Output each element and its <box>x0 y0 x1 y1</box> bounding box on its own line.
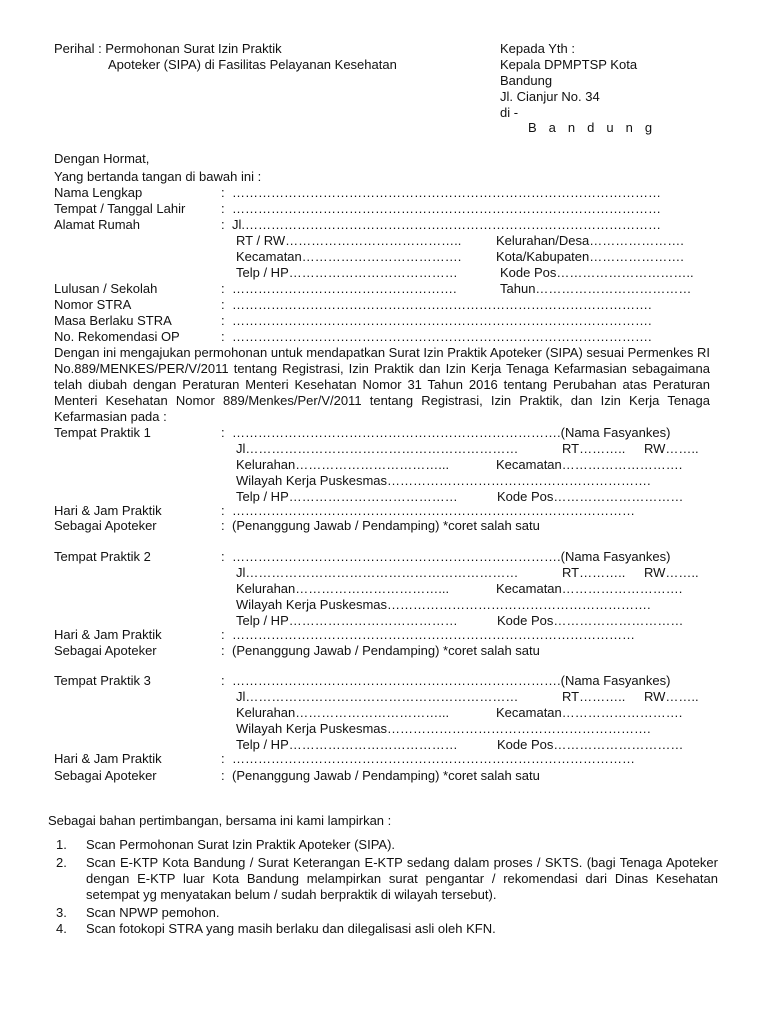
kodepos-blank: Kode Pos………………………… <box>497 737 684 752</box>
field-label: Sebagai Apoteker <box>54 518 157 533</box>
kelurahan-blank: Kelurahan……………………………... <box>236 581 450 596</box>
list-item <box>54 837 718 853</box>
list-text: Scan NPWP pemohon. <box>86 905 220 920</box>
recipient-line: Jl. Cianjur No. 34 <box>500 89 600 104</box>
field-colon: : <box>221 751 225 766</box>
field-colon: : <box>221 627 225 642</box>
role-value: (Penanggung Jawab / Pendamping) *coret salah satu <box>232 643 540 658</box>
intro-text: Yang bertanda tangan di bawah ini : <box>54 169 262 184</box>
list-item <box>54 921 718 937</box>
field-row-ttl <box>0 201 768 217</box>
field-label: Alamat Rumah <box>54 217 140 232</box>
recipient-line: Bandung <box>500 73 553 88</box>
practice-label: Tempat Praktik 1 <box>54 425 151 440</box>
address-blank: Kota/Kabupaten…………………. <box>496 249 684 264</box>
rw-blank: RW…….. <box>644 689 699 704</box>
field-label: Tempat / Tanggal Lahir <box>54 201 186 216</box>
kelurahan-blank: Kelurahan……………………………... <box>236 457 450 472</box>
perihal-line-1: Perihal : Permohonan Surat Izin Praktik <box>54 41 282 56</box>
field-colon: : <box>221 297 225 312</box>
field-colon: : <box>221 768 225 783</box>
list-item <box>54 905 718 921</box>
field-blank: ……………………………………………………………………………………… <box>232 201 661 216</box>
practice-3-jl-row <box>0 689 768 705</box>
practice-3-wilayah-row <box>0 721 768 737</box>
field-label: Sebagai Apoteker <box>54 643 157 658</box>
practice-2-jl-row <box>0 565 768 581</box>
address-row <box>0 233 768 249</box>
practice-3-row <box>0 673 768 689</box>
greeting: Dengan Hormat, <box>54 151 150 166</box>
statement-paragraph: Dengan ini mengajukan permohonan untuk mendapatkan Surat Izin Praktik Apoteker (SIPA) sesuai Permenkes RI No.889/MENKES/PER/V/2011 tentang Registrasi, Izin Praktik dan Izin Kerja Tenaga Kefarmasian sebagaimana telah diubah dengan Peraturan Menteri Kesehatan Nomor 31 Tahun 2016 tentang Perubahan atas Peraturan Menteri Kesehatan Nomor 889/Menkes/Per/V/2011 tentang Registrasi, Izin Praktik, dan Izin Kerja Tenaga Kefarmasian pada : <box>54 345 710 424</box>
practice-1-hari-row <box>0 503 768 519</box>
field-colon: : <box>221 673 225 688</box>
wilayah-blank: Wilayah Kerja Puskesmas……………………………………………………. <box>236 721 651 736</box>
field-blank: ………………………………………………………………………………… <box>232 503 635 518</box>
field-blank: ……………………………………………. <box>232 281 457 296</box>
field-colon: : <box>221 281 225 296</box>
field-colon: : <box>221 503 225 518</box>
field-row-lulusan <box>0 281 768 297</box>
list-number: 3. <box>56 905 67 920</box>
field-blank: ……………………………………………………………………………………. <box>232 313 652 328</box>
list-number: 1. <box>56 837 67 852</box>
list-number: 2. <box>56 855 67 870</box>
rt-blank: RT……….. <box>562 565 626 580</box>
field-row-nama <box>0 185 768 201</box>
field-blank: Jl.…………………………………………………………………………………… <box>232 217 661 232</box>
practice-2-hari-row <box>0 627 768 643</box>
field-row-rekomendasi <box>0 329 768 345</box>
kodepos-blank: Kode Pos………………………… <box>497 613 684 628</box>
address-blank: Kecamatan………………………………. <box>236 249 462 264</box>
recipient-city: B a n d u n g <box>528 120 657 135</box>
field-label: Nama Lengkap <box>54 185 143 200</box>
field-colon: : <box>221 201 225 216</box>
address-blank: Kode Pos………………………….. <box>500 265 694 280</box>
field-row-alamat <box>0 217 768 233</box>
recipient-line: Kepada Yth : <box>500 41 575 56</box>
list-number: 4. <box>56 921 67 936</box>
field-colon: : <box>221 217 225 232</box>
practice-2-kel-row <box>0 581 768 597</box>
practice-1-role-row <box>0 518 768 534</box>
practice-3-role-row <box>0 768 768 784</box>
field-label: Sebagai Apoteker <box>54 768 157 783</box>
field-blank: ……………………………………………………………………………………… <box>232 185 661 200</box>
role-value: (Penanggung Jawab / Pendamping) *coret salah satu <box>232 768 540 783</box>
field-colon: : <box>221 549 225 564</box>
field-colon: : <box>221 518 225 533</box>
telp-blank: Telp / HP………………………………… <box>236 489 458 504</box>
fasyankes-blank: ………………………………………………………………….(Nama Fasyankes) <box>232 549 671 564</box>
field-colon: : <box>221 329 225 344</box>
field-blank: ……………………………………………………………………………………. <box>232 329 652 344</box>
field-label: Hari & Jam Praktik <box>54 503 162 518</box>
field-label: Hari & Jam Praktik <box>54 627 162 642</box>
field-colon: : <box>221 185 225 200</box>
address-blank: RT / RW………………………………….. <box>236 233 462 248</box>
field-blank: ………………………………………………………………………………… <box>232 751 635 766</box>
field-colon: : <box>221 643 225 658</box>
rt-blank: RT……….. <box>562 441 626 456</box>
practice-3-kel-row <box>0 705 768 721</box>
practice-1-wilayah-row <box>0 473 768 489</box>
list-text: Scan Permohonan Surat Izin Praktik Apoteker (SIPA). <box>86 837 396 852</box>
attachments-list <box>54 837 718 937</box>
perihal-line-2: Apoteker (SIPA) di Fasilitas Pelayanan Kesehatan <box>108 57 397 72</box>
list-text: Scan fotokopi STRA yang masih berlaku dan dilegalisasi asli oleh KFN. <box>86 921 496 936</box>
fasyankes-blank: ………………………………………………………………….(Nama Fasyankes) <box>232 673 671 688</box>
jl-blank: Jl……………………………………………………… <box>236 565 519 580</box>
practice-1-jl-row <box>0 441 768 457</box>
rw-blank: RW…….. <box>644 441 699 456</box>
field-label: Lulusan / Sekolah <box>54 281 158 296</box>
role-value: (Penanggung Jawab / Pendamping) *coret salah satu <box>232 518 540 533</box>
fasyankes-blank: ………………………………………………………………….(Nama Fasyankes) <box>232 425 671 440</box>
attachments-intro: Sebagai bahan pertimbangan, bersama ini kami lampirkan : <box>48 813 392 828</box>
field-label: No. Rekomendasi OP <box>54 329 180 344</box>
year-blank: Tahun……………………………… <box>500 281 692 296</box>
practice-1-kel-row <box>0 457 768 473</box>
address-row <box>0 249 768 265</box>
field-colon: : <box>221 425 225 440</box>
field-row-masa-stra <box>0 313 768 329</box>
kelurahan-blank: Kelurahan……………………………... <box>236 705 450 720</box>
jl-blank: Jl……………………………………………………… <box>236 441 519 456</box>
field-label: Hari & Jam Praktik <box>54 751 162 766</box>
wilayah-blank: Wilayah Kerja Puskesmas……………………………………………………. <box>236 597 651 612</box>
address-blank: Kelurahan/Desa…………………. <box>496 233 684 248</box>
practice-2-wilayah-row <box>0 597 768 613</box>
jl-blank: Jl……………………………………………………… <box>236 689 519 704</box>
kecamatan-blank: Kecamatan………………………. <box>496 581 683 596</box>
field-label: Masa Berlaku STRA <box>54 313 172 328</box>
rt-blank: RT……….. <box>562 689 626 704</box>
telp-blank: Telp / HP………………………………… <box>236 737 458 752</box>
wilayah-blank: Wilayah Kerja Puskesmas……………………………………………………. <box>236 473 651 488</box>
kecamatan-blank: Kecamatan………………………. <box>496 457 683 472</box>
practice-label: Tempat Praktik 3 <box>54 673 151 688</box>
practice-2-row <box>0 549 768 565</box>
address-blank: Telp / HP………………………………… <box>236 265 458 280</box>
practice-1-row <box>0 425 768 441</box>
field-blank: ………………………………………………………………………………… <box>232 627 635 642</box>
recipient-line: di - <box>500 105 519 120</box>
practice-3-hari-row <box>0 751 768 767</box>
field-blank: ……………………………………………………………………………………. <box>232 297 652 312</box>
field-row-stra <box>0 297 768 313</box>
kodepos-blank: Kode Pos………………………… <box>497 489 684 504</box>
rw-blank: RW…….. <box>644 565 699 580</box>
practice-2-role-row <box>0 643 768 659</box>
field-colon: : <box>221 313 225 328</box>
list-text: Scan E-KTP Kota Bandung / Surat Keterangan E-KTP sedang dalam proses / SKTS. (bagi Tenaga Apoteker dengan E-KTP luar Kota Bandung melampirkan surat pengantar / rekomendasi dari Dinas Kesehatan setempat yg menyatakan belum / sudah berpraktik di wilayah tersebut). <box>86 855 718 902</box>
list-item <box>54 855 718 903</box>
address-row <box>0 265 768 281</box>
telp-blank: Telp / HP………………………………… <box>236 613 458 628</box>
field-label: Nomor STRA <box>54 297 132 312</box>
recipient-line: Kepala DPMPTSP Kota <box>500 57 638 72</box>
kecamatan-blank: Kecamatan………………………. <box>496 705 683 720</box>
practice-label: Tempat Praktik 2 <box>54 549 151 564</box>
